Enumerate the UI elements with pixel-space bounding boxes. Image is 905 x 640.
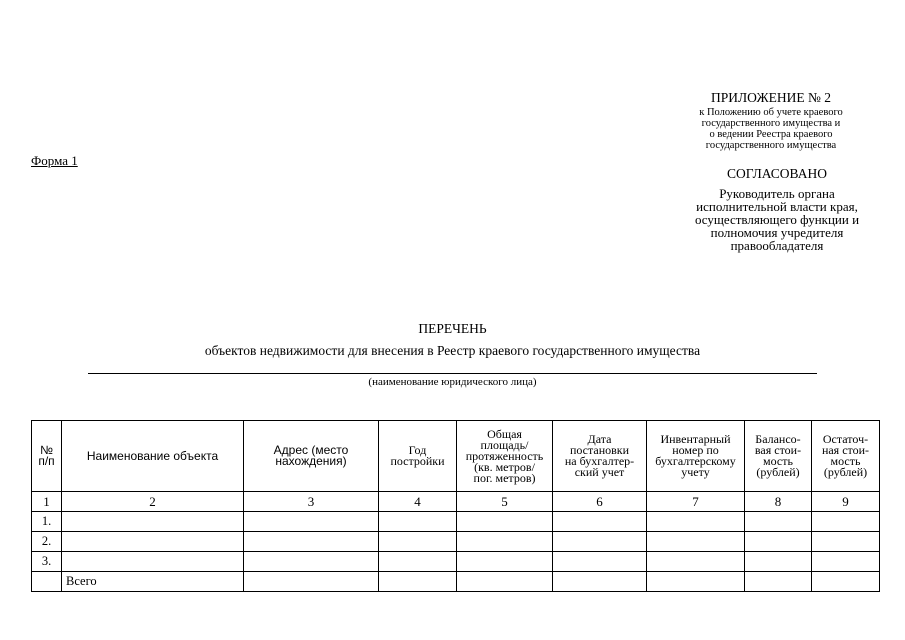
table-cell — [553, 552, 647, 572]
table-cell — [62, 552, 244, 572]
approval-line: правообладателя — [730, 238, 824, 253]
header-cell-name: Наименование объекта — [62, 421, 244, 492]
table-cell — [32, 572, 62, 592]
column-number: 3 — [244, 492, 379, 512]
table-cell — [457, 552, 553, 572]
form-label: Форма 1 — [31, 153, 78, 168]
table-cell — [457, 572, 553, 592]
header-cell-year: Год постройки — [379, 421, 457, 492]
approval-title: СОГЛАСОВАНО — [727, 166, 827, 181]
table-cell — [62, 532, 244, 552]
table-cell — [745, 532, 812, 552]
table-cell — [379, 552, 457, 572]
table-cell — [812, 512, 880, 532]
table-cell — [745, 512, 812, 532]
table-cell — [244, 572, 379, 592]
table-cell — [244, 512, 379, 532]
table-cell — [812, 552, 880, 572]
table-row — [32, 532, 880, 552]
column-number: 1 — [32, 492, 62, 512]
appendix-block — [676, 90, 866, 151]
table-cell — [457, 532, 553, 552]
column-number: 8 — [745, 492, 812, 512]
table-cell — [62, 512, 244, 532]
header-row — [32, 421, 880, 492]
row-number: 1. — [32, 512, 62, 532]
appendix-line: о ведении Реестра краевого — [709, 129, 833, 140]
table-cell — [812, 572, 880, 592]
table-cell — [457, 512, 553, 532]
appendix-title: ПРИЛОЖЕНИЕ № 2 — [710, 90, 832, 105]
table-cell — [553, 572, 647, 592]
table-cell — [379, 572, 457, 592]
document-title: ПЕРЕЧЕНЬ — [418, 321, 487, 336]
column-number: 6 — [553, 492, 647, 512]
column-number: 5 — [457, 492, 553, 512]
header-cell-address: Адрес (место нахождения) — [244, 421, 379, 492]
header-cell-residual: Остаточ- ная стои- мость (рублей) — [812, 421, 880, 492]
document-subtitle: объектов недвижимости для внесения в Реестр краевого государственного имущества — [204, 343, 701, 358]
table-row — [32, 512, 880, 532]
table-cell — [745, 552, 812, 572]
header-cell-inventory: Инвентарный номер по бухгалтерскому учету — [647, 421, 745, 492]
column-number: 2 — [62, 492, 244, 512]
row-number: 2. — [32, 532, 62, 552]
total-row — [32, 572, 880, 592]
approval-block — [672, 166, 882, 252]
table-cell — [647, 552, 745, 572]
header-cell-balance: Балансо- вая стои- мость (рублей) — [745, 421, 812, 492]
approval-line: Руководитель органа — [719, 186, 835, 201]
table-cell — [647, 532, 745, 552]
column-number-row — [32, 492, 880, 512]
total-label: Всего — [62, 572, 244, 592]
column-number: 7 — [647, 492, 745, 512]
appendix-line: к Положению об учете краевого — [699, 107, 843, 118]
approval-line: исполнительной власти края, — [696, 199, 858, 214]
table-cell — [647, 572, 745, 592]
table-cell — [812, 532, 880, 552]
entity-name-line — [88, 373, 817, 374]
appendix-line: государственного имущества — [705, 140, 837, 151]
table-cell — [244, 552, 379, 572]
column-number: 9 — [812, 492, 880, 512]
table-cell — [647, 512, 745, 532]
table-cell — [553, 532, 647, 552]
approval-line: осуществляющего функции и — [694, 212, 860, 227]
entity-name-caption: (наименование юридического лица) — [368, 376, 537, 388]
table-row — [32, 552, 880, 572]
table-cell — [379, 532, 457, 552]
header-cell-area: Общая площадь/ протяженность (кв. метров/ пог. метров) — [457, 421, 553, 492]
approval-line: полномочия учредителя — [710, 225, 844, 240]
objects-table — [31, 420, 880, 592]
appendix-line: государственного имущества и — [701, 118, 841, 129]
table-cell — [379, 512, 457, 532]
table-cell — [553, 512, 647, 532]
table-cell — [745, 572, 812, 592]
row-number: 3. — [32, 552, 62, 572]
header-cell-number: № п/п — [32, 421, 62, 492]
header-cell-date: Дата постановки на бухгалтер- ский учет — [553, 421, 647, 492]
column-number: 4 — [379, 492, 457, 512]
table-cell — [244, 532, 379, 552]
